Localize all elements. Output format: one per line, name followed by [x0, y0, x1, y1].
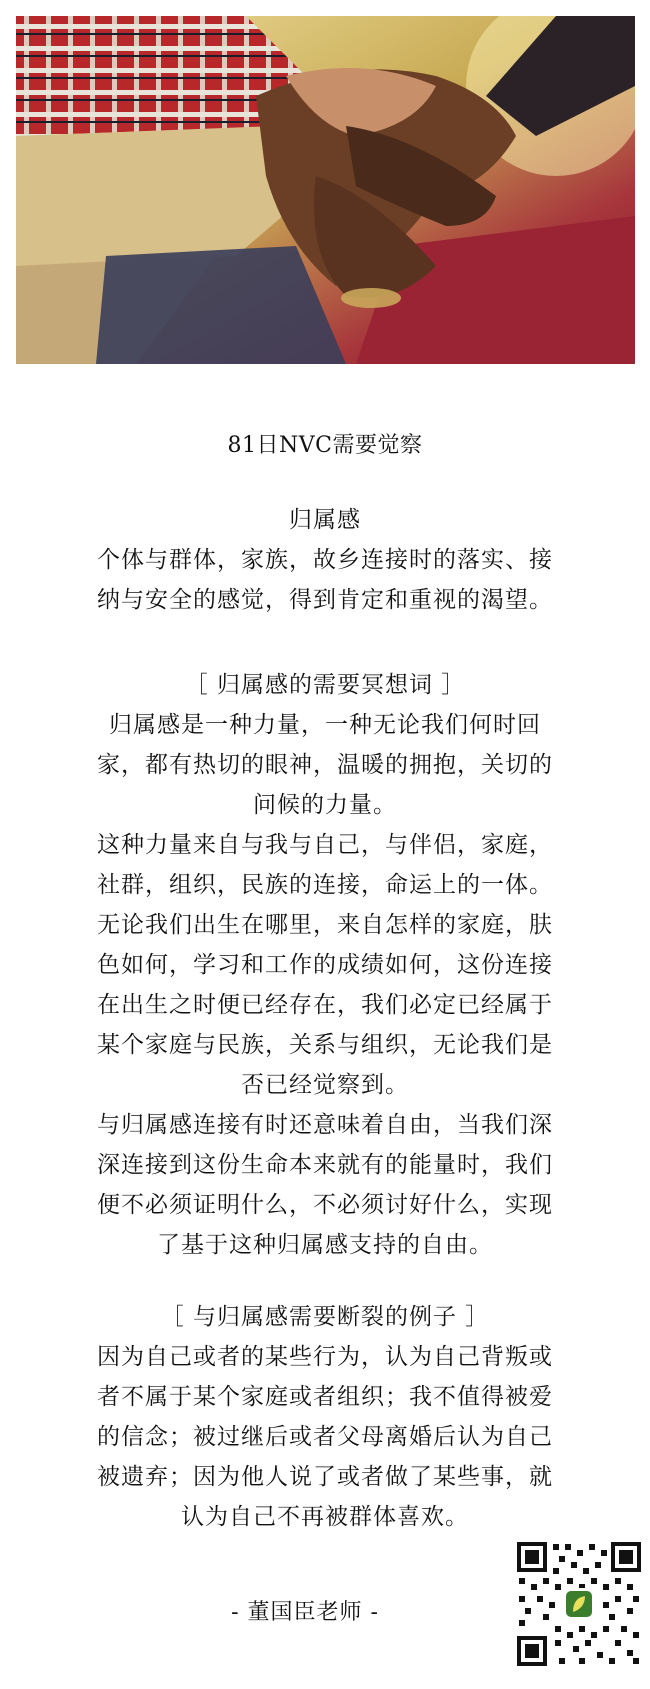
- text-line: 家，都有热切的眼神，温暖的拥抱，关切的: [97, 752, 553, 778]
- text-line: 因为自己或者的某些行为，认为自己背叛或: [97, 1344, 553, 1370]
- header-photo: [16, 16, 635, 364]
- text-line: 社群，组织，民族的连接，命运上的一体。: [97, 872, 553, 898]
- text-line: 否已经觉察到。: [241, 1072, 409, 1098]
- section-belonging: [80, 500, 570, 620]
- section-examples: [80, 1297, 570, 1537]
- text-line: 被遗弃；因为他人说了或者做了某些事，就: [97, 1464, 553, 1490]
- text-line: 了基于这种归属感支持的自由。: [157, 1232, 493, 1258]
- text-line: 者不属于某个家庭或者组织；我不值得被爱: [97, 1384, 553, 1410]
- stacked-hands-photo: [16, 16, 635, 364]
- section-heading: 归属感: [289, 507, 361, 533]
- text-line: 与归属感连接有时还意味着自由，当我们深: [97, 1112, 553, 1138]
- author-signature: - 董国臣老师 -: [231, 1600, 379, 1625]
- text-line: 这种力量来自与我与自己，与伴侣，家庭，: [97, 832, 553, 858]
- text-line: 问候的力量。: [253, 792, 397, 818]
- text-line: 某个家庭与民族，关系与组织，无论我们是: [97, 1032, 553, 1058]
- text-line: 个体与群体，家族，故乡连接时的落实、接: [97, 547, 553, 573]
- text-line: 认为自己不再被群体喜欢。: [181, 1504, 469, 1530]
- text-line: 色如何，学习和工作的成绩如何，这份连接: [97, 952, 553, 978]
- section-heading: ［ 归属感的需要冥想词 ］: [184, 672, 466, 698]
- qr-code-icon[interactable]: [515, 1540, 643, 1668]
- text-line: 深连接到这份生命本来就有的能量时，我们: [97, 1152, 553, 1178]
- page-title: 81日NVC需要觉察: [227, 433, 423, 458]
- text-line: 便不必须证明什么，不必须讨好什么，实现: [97, 1192, 553, 1218]
- text-line: 归属感是一种力量，一种无论我们何时回: [109, 712, 541, 738]
- text-line: 在出生之时便已经存在，我们必定已经属于: [97, 992, 553, 1018]
- text-line: 的信念；被过继后或者父母离婚后认为自己: [97, 1424, 553, 1450]
- text-line: 纳与安全的感觉，得到肯定和重视的渴望。: [97, 587, 553, 613]
- section-heading: ［ 与归属感需要断裂的例子 ］: [160, 1304, 490, 1330]
- section-meditation: [80, 665, 570, 1265]
- text-line: 无论我们出生在哪里，来自怎样的家庭，肤: [97, 912, 553, 938]
